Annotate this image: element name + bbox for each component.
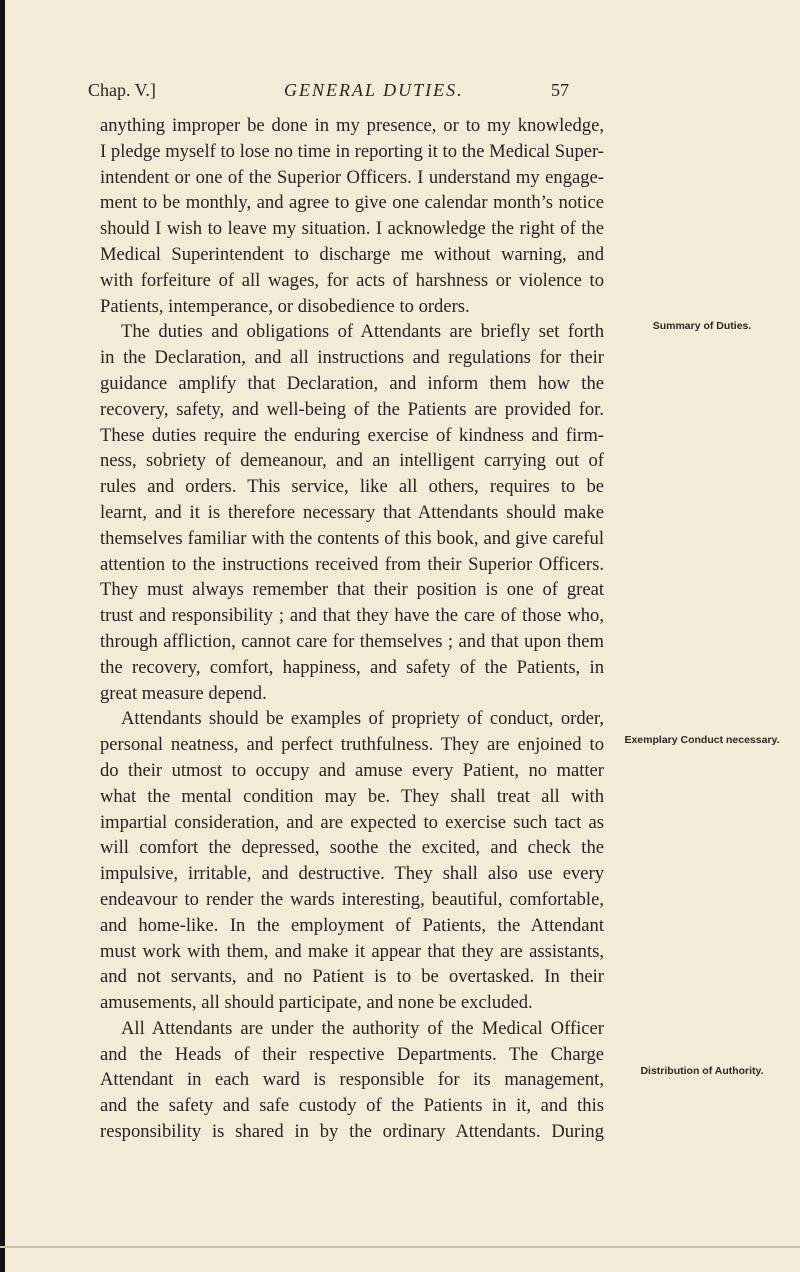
text-line: guidance amplify that Declaration, and inform them how the bbox=[100, 372, 604, 394]
text-line: must work with them, and make it appear that they are assistants, bbox=[100, 940, 604, 962]
text-line: and not servants, and no Patient is to be overtasked. In their bbox=[100, 966, 604, 988]
text-line: what the mental condition may be. They shall treat all with bbox=[100, 785, 604, 807]
running-title: GENERAL DUTIES. bbox=[284, 80, 464, 100]
text-line: The duties and obligations of Attendants are briefly set forth bbox=[121, 321, 604, 343]
text-line: impulsive, irritable, and destructive. They shall also use every bbox=[100, 863, 604, 885]
text-line: recovery, safety, and well-being of the Patients are provided for. bbox=[100, 398, 604, 420]
text-line: Medical Superintendent to discharge me without warning, and bbox=[100, 243, 604, 265]
text-line: trust and responsibility ; and that they have the care of those who, bbox=[100, 605, 604, 627]
text-line: ness, sobriety of demeanour, and an intelligent carrying out of bbox=[100, 450, 604, 472]
text-line: learnt, and it is therefore necessary that Attendants should make bbox=[100, 501, 604, 523]
text-line: should I wish to leave my situation. I acknowledge the right of the bbox=[100, 218, 604, 240]
margin-note-distribution-of-authority: Distribution of Authority. bbox=[640, 1065, 764, 1077]
text-line: impartial consideration, and are expected to exercise such tact as bbox=[100, 811, 604, 833]
text-line: with forfeiture of all wages, for acts of harshness or violence to bbox=[100, 269, 604, 291]
page-header bbox=[88, 80, 588, 106]
text-line: amusements, all should participate, and none be excluded. bbox=[100, 992, 533, 1014]
text-line: will comfort the depressed, soothe the excited, and check the bbox=[100, 837, 604, 859]
page-number: 57 bbox=[551, 80, 569, 100]
text-line: anything improper be done in my presence, or to my knowledge, bbox=[100, 115, 604, 136]
book-spine-shadow bbox=[0, 0, 5, 1272]
margin-note-exemplary-conduct: Exemplary Conduct necessary. bbox=[624, 734, 780, 746]
text-line: responsibility is shared in by the ordinary Attendants. During bbox=[100, 1121, 604, 1143]
text-line: Attendants should be examples of propriety of conduct, order, bbox=[121, 708, 604, 730]
text-line: Attendant in each ward is responsible for its management, bbox=[100, 1069, 604, 1091]
text-line: All Attendants are under the authority of the Medical Officer bbox=[121, 1017, 604, 1039]
text-line: They must always remember that their position is one of great bbox=[100, 579, 604, 601]
text-line: rules and orders. This service, like all others, requires to be bbox=[100, 476, 604, 498]
text-line: and home-like. In the employment of Patients, the Attendant bbox=[100, 914, 604, 936]
text-line: the recovery, comfort, happiness, and safety of the Patients, in bbox=[100, 656, 604, 678]
text-line: and the safety and safe custody of the Patients in it, and this bbox=[100, 1095, 604, 1117]
text-line: These duties require the enduring exercise of kindness and firm- bbox=[100, 424, 604, 446]
margin-note-summary-of-duties: Summary of Duties. bbox=[652, 320, 752, 332]
page-bottom-edge bbox=[0, 1246, 800, 1248]
text-line: themselves familiar with the contents of this book, and give careful bbox=[100, 527, 604, 549]
text-line: personal neatness, and perfect truthfulness. They are enjoined to bbox=[100, 734, 604, 756]
text-line: do their utmost to occupy and amuse every Patient, no matter bbox=[100, 759, 604, 781]
text-line: and the Heads of their respective Departments. The Charge bbox=[100, 1043, 604, 1065]
text-line: attention to the instructions received from their Superior Officers. bbox=[100, 553, 604, 575]
text-line: intendent or one of the Superior Officers. I understand my engage- bbox=[100, 166, 604, 188]
text-line: great measure depend. bbox=[100, 682, 267, 704]
chapter-label: Chap. V.] bbox=[88, 80, 156, 100]
text-line: through affliction, cannot care for themselves ; and that upon them bbox=[100, 630, 604, 652]
text-line: endeavour to render the wards interesting, beautiful, comfortable, bbox=[100, 888, 604, 910]
text-line: in the Declaration, and all instructions and regulations for their bbox=[100, 347, 604, 369]
text-line: I pledge myself to lose no time in reporting it to the Medical Super- bbox=[100, 140, 604, 162]
body-text bbox=[100, 113, 604, 1145]
text-line: ment to be monthly, and agree to give one calendar month’s notice bbox=[100, 192, 604, 214]
text-line: Patients, intemperance, or disobedience to orders. bbox=[100, 295, 470, 317]
